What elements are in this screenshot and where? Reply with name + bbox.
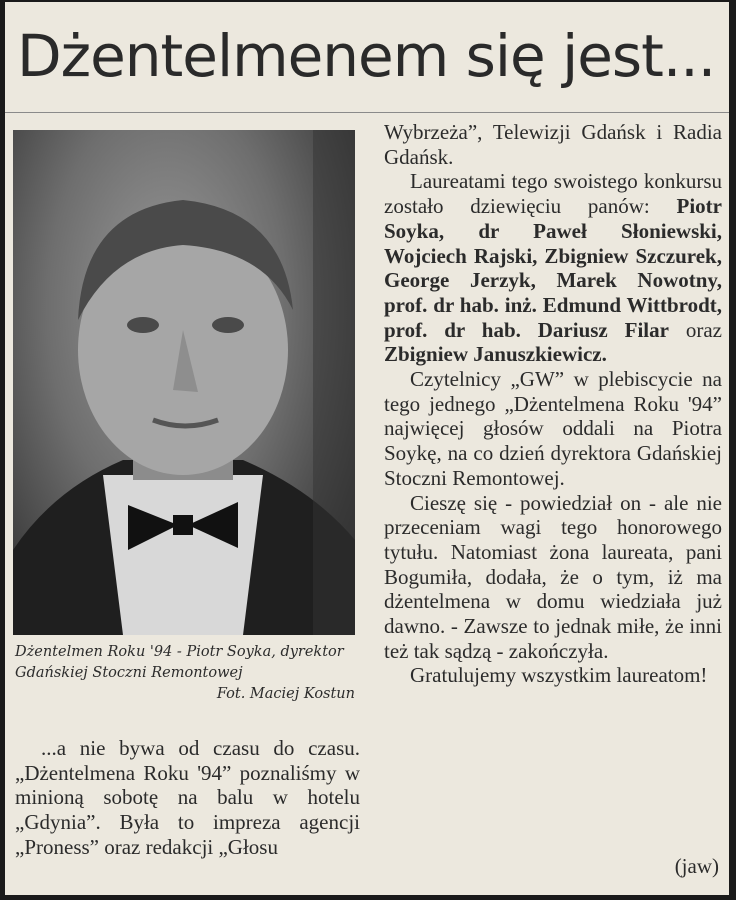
article-paragraph: Wybrzeża”, Telewizji Gdańsk i Radia Gdańsk. bbox=[384, 120, 722, 169]
article-paragraph: Cieszę się - powiedział on - ale nie przeceniam wagi tego honorowego tytułu. Natomiast żona laureata, pani Bogumiła, dodała, że o tym, iż ma dżentelmena w domu wiedziała już dawno. - Zawsze to jednak miłe, że inni też tak sądzą - zakończyła. bbox=[384, 490, 722, 663]
laureates-list: Piotr Soyka, dr Paweł Słoniewski, Wojciech Rajski, Zbigniew Szczurek, George Jerzyk, Marek Nowotny, prof. dr hab. inż. Edmund Wittbrodt, prof. dr hab. Dariusz Filar bbox=[384, 194, 722, 342]
photo-credit: Fot. Maciej Kostun bbox=[216, 686, 355, 702]
article-paragraph: Gratulujemy wszystkim laureatom! bbox=[410, 663, 708, 688]
newspaper-clipping bbox=[5, 2, 729, 895]
article-paragraph: ...a nie bywa od czasu do czasu. „Dżentelmena Roku '94” poznaliśmy w minioną sobotę na balu w hotelu „Gdynia”. Była to impreza agencji „Proness” oraz redakcji „Głosu bbox=[15, 736, 360, 859]
headline: Dżentelmenem się jest... bbox=[17, 22, 716, 90]
author-signature: (jaw) bbox=[674, 854, 719, 878]
laureate-last: Zbigniew Januszkiewicz. bbox=[384, 342, 607, 367]
laureates-paragraph bbox=[384, 169, 722, 367]
laureates-conjunction: oraz bbox=[685, 317, 722, 342]
photo-caption-text: Dżentelmen Roku '94 - Piotr Soyka, dyrektor Gdańskiej Stoczni Remontowej bbox=[15, 644, 344, 681]
laureates-lead: Laureatami tego swoistego konkursu zostało dziewięciu panów: bbox=[384, 169, 722, 219]
photo-caption bbox=[15, 642, 355, 705]
headline-rule bbox=[5, 112, 729, 113]
article-column-right bbox=[384, 120, 722, 688]
article-column-left bbox=[15, 736, 360, 860]
article-paragraph: Czytelnicy „GW” w plebiscycie na tego jednego „Dżentelmena Roku '94” najwięcej głosów oddali na Piotra Soykę, na co dzień dyrektora Gdańskiej Stoczni Remontowej. bbox=[384, 367, 722, 490]
portrait-photo bbox=[13, 130, 355, 635]
